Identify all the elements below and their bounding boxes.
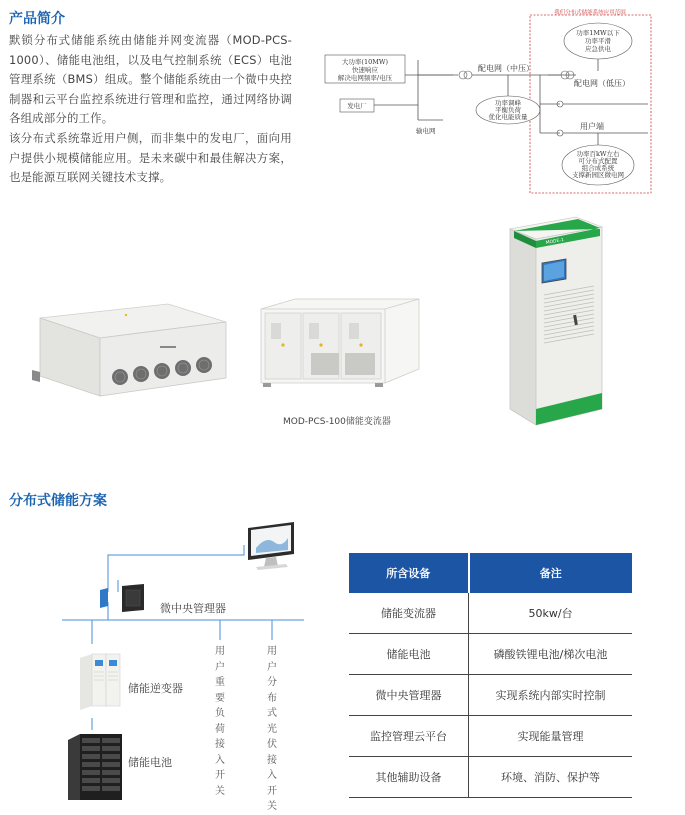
- hundred-kw-text-2: 可分布式配置: [578, 157, 618, 165]
- large-power-text-1: 大功率(10MW): [341, 58, 389, 66]
- user-end-label: 用户端: [580, 122, 604, 131]
- table-header-row: [349, 553, 632, 593]
- equipment-name: 微中央管理器: [349, 675, 469, 716]
- intro-paragraph-1: 默锁分布式储能系统由储能并网变流器（MOD-PCS-1000）、储能电池组，以及电气控制系统（ECS）电池管理系统（BMS）组成。整个储能系统由一个微中央控制器和云平台监控系统进行管理和监控，通过网络协调各组成部分的工作。: [9, 33, 292, 126]
- large-power-text-2: 快速响应: [352, 66, 378, 74]
- grid-application-diagram: [318, 8, 658, 198]
- equipment-name: 储能电池: [349, 634, 469, 675]
- peak-shaving-text-3: 优化电能质量: [488, 113, 528, 121]
- table-row: [349, 634, 632, 675]
- table-row: [349, 675, 632, 716]
- equipment-name: 监控管理云平台: [349, 716, 469, 757]
- storage-cabinet-image: [506, 213, 606, 427]
- equipment-name: 储能变流器: [349, 593, 469, 634]
- equipment-remark: 50kw/台: [469, 593, 633, 634]
- header-remark: 备注: [469, 553, 633, 593]
- pv-access-switch-label: 用户分布式光伏接入开关: [267, 646, 277, 812]
- sub-1mw-text-3: 应急供电: [585, 45, 611, 53]
- equipment-remark: 环境、消防、保护等: [469, 757, 633, 798]
- container-pcs-image: [255, 293, 423, 389]
- hundred-kw-text-1: 功率百kW左右: [576, 150, 620, 158]
- large-power-text-3: 解决电网频率/电压: [337, 74, 393, 82]
- pcs-caption: MOD-PCS-100储能变流器: [283, 417, 391, 427]
- micro-controller-icon: [98, 584, 148, 612]
- hundred-kw-text-3: 组合成系统: [581, 164, 615, 172]
- intro-title: 产品简介: [9, 11, 65, 27]
- application-range-title: 我们分布式储能系统应用范围: [554, 10, 626, 16]
- battery-rack-icon: [66, 732, 124, 800]
- power-plant-label: 发电厂: [347, 102, 367, 110]
- transmission-label: 输电网: [416, 127, 436, 135]
- table-row: [349, 593, 632, 634]
- important-load-switch-label: 用户重要负荷接入开关: [215, 646, 225, 797]
- hundred-kw-text-4: 支撑新园区微电网: [572, 171, 624, 179]
- equipment-remark: 实现能量管理: [469, 716, 633, 757]
- header-equipment: 所含设备: [349, 553, 469, 593]
- table-row: [349, 757, 632, 798]
- equipment-remark: 实现系统内部实时控制: [469, 675, 633, 716]
- sub-1mw-text-1: 功率1MW以下: [576, 29, 620, 37]
- peak-shaving-text-2: 平衡负荷: [495, 106, 521, 114]
- cabinet-label: MODE-1: [545, 237, 565, 246]
- sub-1mw-text-2: 功率平滑: [585, 37, 611, 45]
- transformer-icon: [459, 71, 467, 79]
- micro-manager-label: 微中央管理器: [160, 602, 226, 615]
- table-row: [349, 716, 632, 757]
- intro-paragraph-2: 该分布式系统靠近用户侧，而非集中的发电厂，面向用户提供小规模储能应用。是未来碳中和最佳解决方案，也是能源互联网关键技术支撑。: [9, 130, 292, 185]
- intro-text: [9, 31, 292, 188]
- inverter-label: 储能逆变器: [128, 682, 183, 695]
- equipment-name: 其他辅助设备: [349, 757, 469, 798]
- scheme-title: 分布式储能方案: [9, 493, 107, 509]
- equipment-table: [349, 553, 632, 798]
- inverter-cabinet-icon: [78, 652, 124, 710]
- peak-shaving-text-1: 功率调峰: [495, 99, 521, 107]
- low-voltage-grid-label: 配电网（低压）: [574, 79, 630, 88]
- wall-mount-inverter-image: [28, 300, 233, 400]
- equipment-remark: 磷酸铁锂电池/梯次电池: [469, 634, 633, 675]
- transformer-icon: [464, 71, 472, 79]
- medium-voltage-grid-label: 配电网（中压）: [478, 64, 534, 73]
- battery-label: 储能电池: [128, 756, 172, 769]
